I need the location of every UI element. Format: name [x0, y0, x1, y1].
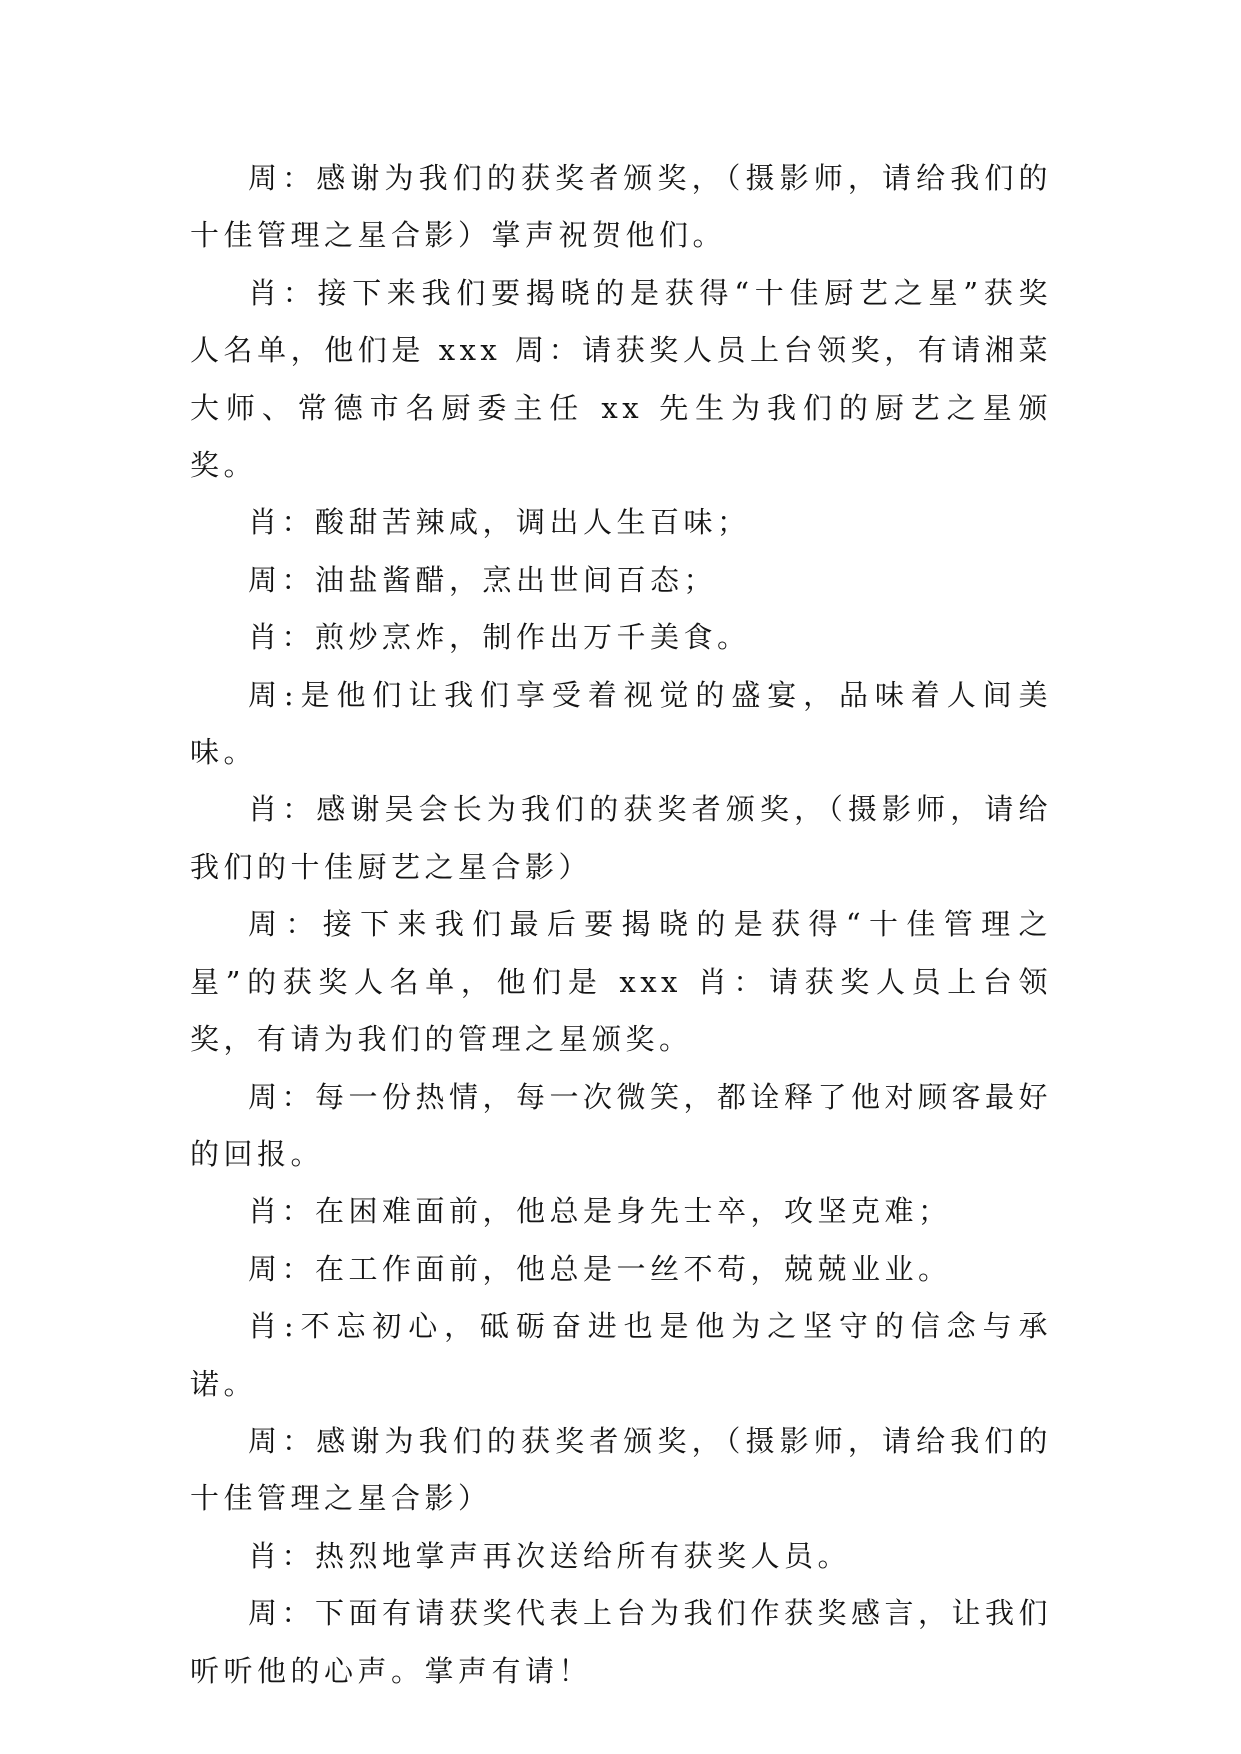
paragraph: 肖：酸甜苦辣咸，调出人生百味； — [248, 505, 751, 540]
document-page — [190, 150, 1052, 1700]
paragraph: 周：接下来我们最后要揭晓的是获得“十佳管理之星”的获奖人名单，他们是 xxx 肖：请获奖人员上台领奖，有请为我们的管理之星颁奖。 — [190, 907, 1052, 1057]
paragraph: 周：每一份热情，每一次微笑，都诠释了他对顾客最好的回报。 — [190, 1079, 1053, 1171]
paragraph: 肖：接下来我们要揭晓的是获得“十佳厨艺之星”获奖人名单，他们是 xxx 周：请获奖人员上台领奖，有请湘菜大师、常德市名厨委主任 xx 先生为我们的厨艺之星颁奖。 — [190, 275, 1052, 483]
paragraph: 周：下面有请获奖代表上台为我们作获奖感言，让我们听听他的心声。掌声有请！ — [190, 1596, 1053, 1688]
paragraph: 肖:不忘初心，砥砺奋进也是他为之坚守的信念与承诺。 — [190, 1309, 1052, 1401]
paragraph: 肖：在困难面前，他总是身先士卒，攻坚克难； — [248, 1194, 952, 1229]
paragraph: 周：油盐酱醋，烹出世间百态； — [248, 562, 718, 597]
paragraph: 肖：热烈地掌声再次送给所有获奖人员。 — [248, 1538, 852, 1573]
paragraph: 周：在工作面前，他总是一丝不苟，兢兢业业。 — [248, 1251, 952, 1286]
paragraph: 周：感谢为我们的获奖者颁奖，（摄影师，请给我们的十佳管理之星合影） — [190, 1423, 1052, 1516]
paragraph: 肖：感谢吴会长为我们的获奖者颁奖，（摄影师，请给我们的十佳厨艺之星合影） — [190, 792, 1052, 884]
paragraph: 肖：煎炒烹炸，制作出万千美食。 — [248, 620, 751, 655]
paragraph: 周：感谢为我们的获奖者颁奖，（摄影师，请给我们的十佳管理之星合影）掌声祝贺他们。 — [190, 161, 1052, 253]
paragraph: 周:是他们让我们享受着视觉的盛宴，品味着人间美味。 — [190, 677, 1052, 770]
